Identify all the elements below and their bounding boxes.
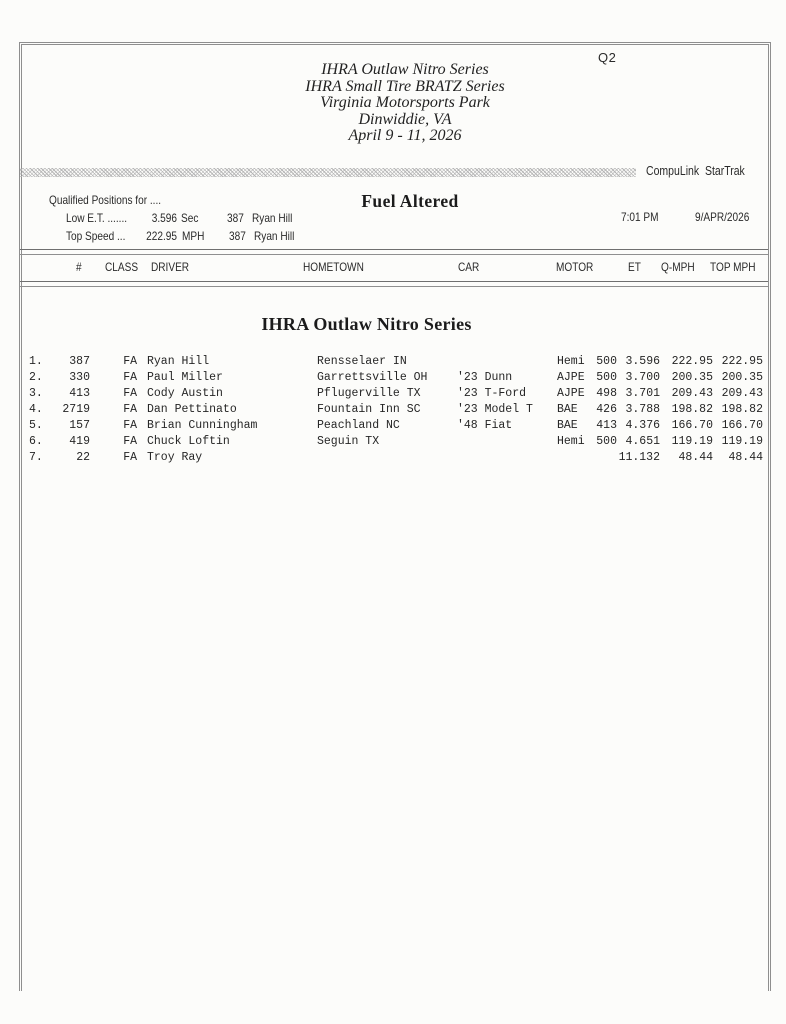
top-speed-value: 222.95	[146, 229, 177, 243]
cell-cls: FA	[123, 403, 137, 416]
cell-et: 4.651	[625, 435, 660, 448]
session-label: Q2	[598, 50, 617, 65]
cell-pos: 7.	[29, 451, 43, 464]
cell-cls: FA	[123, 371, 137, 384]
cell-pos: 1.	[29, 355, 43, 368]
cell-motor_size: 498	[596, 387, 617, 400]
cell-motor_make: AJPE	[557, 387, 585, 400]
low-et-driver: Ryan Hill	[252, 211, 293, 225]
print-date: 9/APR/2026	[695, 210, 750, 224]
cell-qmph: 166.70	[671, 419, 713, 432]
cell-et: 3.701	[625, 387, 660, 400]
table-row	[22, 402, 770, 418]
column-header-topmph: TOP MPH	[710, 260, 756, 274]
cell-cls: FA	[123, 419, 137, 432]
cell-num: 413	[69, 387, 90, 400]
top-speed-label: Top Speed ...	[66, 229, 126, 243]
header-rule-bottom	[20, 281, 768, 287]
masthead-line-series1: IHRA Outlaw Nitro Series	[321, 61, 489, 78]
cell-hometown: Peachland NC	[317, 419, 400, 432]
cell-motor_size: 500	[596, 371, 617, 384]
cell-hometown: Garrettsville OH	[317, 371, 428, 384]
cell-hometown: Seguin TX	[317, 435, 380, 448]
masthead-line-series2: IHRA Small Tire BRATZ Series	[305, 77, 505, 95]
cell-car: '23 Model T	[457, 403, 533, 416]
cell-qmph: 209.43	[671, 387, 713, 400]
cell-hometown: Pflugerville TX	[317, 387, 421, 400]
cell-topmph: 48.44	[728, 451, 763, 464]
table-row	[22, 418, 770, 434]
cell-car: '48 Fiat	[457, 419, 513, 432]
cell-num: 2719	[62, 403, 90, 416]
cell-topmph: 198.82	[721, 403, 763, 416]
cell-num: 330	[69, 371, 90, 384]
cell-topmph: 209.43	[721, 387, 763, 400]
cell-driver: Troy Ray	[147, 451, 203, 464]
table-row	[22, 386, 770, 402]
column-header-et: ET	[628, 260, 641, 274]
cell-hometown: Rensselaer IN	[317, 355, 407, 368]
qualified-positions-title: Qualified Positions for ....	[49, 193, 162, 207]
cell-et: 11.132	[618, 451, 660, 464]
cell-qmph: 119.19	[671, 435, 713, 448]
top-speed-driver: Ryan Hill	[254, 229, 295, 243]
column-header-position: #	[76, 260, 82, 274]
cell-topmph: 119.19	[721, 435, 763, 448]
cell-et: 3.596	[625, 355, 660, 368]
category-title: Fuel Altered	[361, 191, 459, 211]
cell-motor_size: 413	[596, 419, 617, 432]
cell-cls: FA	[123, 451, 137, 464]
cell-topmph: 222.95	[721, 355, 763, 368]
cell-pos: 4.	[29, 403, 43, 416]
cell-motor_make: Hemi	[557, 435, 585, 448]
timing-system-label: CompuLink StarTrak	[646, 164, 745, 178]
cell-driver: Ryan Hill	[147, 355, 210, 368]
print-time: 7:01 PM	[621, 210, 659, 224]
cell-driver: Paul Miller	[147, 371, 223, 384]
cell-qmph: 198.82	[671, 403, 713, 416]
low-et-unit: Sec	[181, 211, 199, 225]
cell-num: 157	[69, 419, 90, 432]
cell-driver: Cody Austin	[147, 387, 223, 400]
cell-driver: Dan Pettinato	[147, 403, 237, 416]
cell-qmph: 48.44	[678, 451, 713, 464]
table-row	[22, 354, 770, 370]
cell-qmph: 222.95	[671, 355, 713, 368]
cell-cls: FA	[123, 387, 137, 400]
cell-motor_size: 500	[596, 435, 617, 448]
divider-hatch-band	[20, 168, 636, 177]
table-row	[22, 370, 770, 386]
cell-cls: FA	[123, 355, 137, 368]
cell-pos: 2.	[29, 371, 43, 384]
results-rows	[22, 354, 770, 466]
top-speed-car-number: 387	[229, 229, 246, 243]
cell-pos: 5.	[29, 419, 43, 432]
cell-motor_make: BAE	[557, 403, 578, 416]
cell-driver: Brian Cunningham	[147, 419, 258, 432]
event-masthead	[20, 62, 786, 145]
cell-driver: Chuck Loftin	[147, 435, 230, 448]
cell-pos: 6.	[29, 435, 43, 448]
cell-motor_make: Hemi	[557, 355, 585, 368]
cell-motor_make: AJPE	[557, 371, 585, 384]
column-header-hometown: HOMETOWN	[303, 260, 364, 274]
cell-num: 22	[76, 451, 90, 464]
column-header-motor: MOTOR	[556, 260, 594, 274]
cell-hometown: Fountain Inn SC	[317, 403, 421, 416]
cell-et: 3.788	[625, 403, 660, 416]
cell-num: 387	[69, 355, 90, 368]
cell-motor_make: BAE	[557, 419, 578, 432]
cell-topmph: 166.70	[721, 419, 763, 432]
cell-motor_size: 500	[596, 355, 617, 368]
cell-cls: FA	[123, 435, 137, 448]
cell-et: 4.376	[625, 419, 660, 432]
masthead-line-track: Virginia Motorsports Park	[320, 94, 490, 111]
table-row	[22, 450, 770, 466]
cell-motor_size: 426	[596, 403, 617, 416]
cell-qmph: 200.35	[671, 371, 713, 384]
table-row	[22, 434, 770, 450]
cell-et: 3.700	[625, 371, 660, 384]
cell-num: 419	[69, 435, 90, 448]
top-speed-unit: MPH	[182, 229, 205, 243]
cell-topmph: 200.35	[721, 371, 763, 384]
masthead-line-location: Dinwiddie, VA	[358, 110, 452, 128]
cell-car: '23 T-Ford	[457, 387, 527, 400]
column-header-class: CLASS	[105, 260, 139, 274]
page-border-frame	[19, 42, 771, 991]
low-et-car-number: 387	[227, 211, 244, 225]
column-header-driver: DRIVER	[151, 260, 190, 274]
column-header-car: CAR	[458, 260, 480, 274]
column-header-qmph: Q-MPH	[661, 260, 695, 274]
cell-pos: 3.	[29, 387, 43, 400]
series-section-title: IHRA Outlaw Nitro Series	[261, 314, 472, 334]
masthead-line-dates: April 9 - 11, 2026	[348, 127, 462, 144]
cell-car: '23 Dunn	[457, 371, 513, 384]
header-rule-top	[20, 249, 768, 255]
low-et-label: Low E.T. .......	[66, 211, 128, 225]
low-et-value: 3.596	[151, 211, 177, 225]
